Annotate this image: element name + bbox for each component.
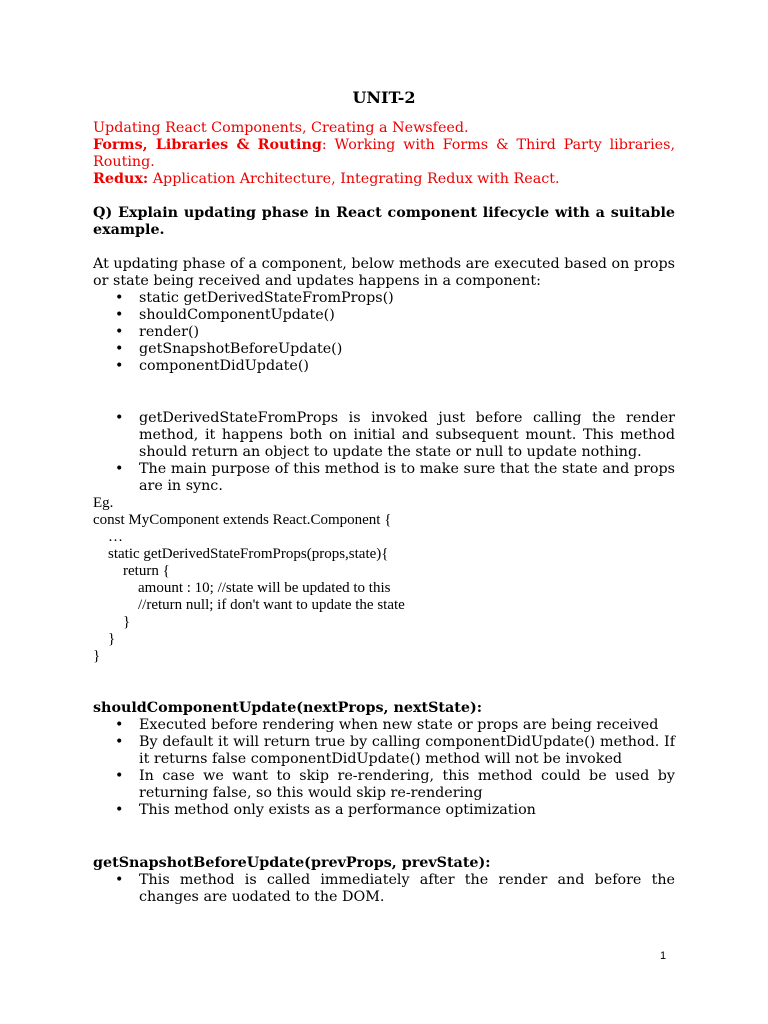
intro-line-2 [93,137,675,171]
scu-section [93,700,675,819]
scu-heading: shouldComponentUpdate(nextProps, nextState): [93,700,483,716]
code-line: const MyComponent extends React.Component { [93,512,392,528]
methods-list [93,290,675,375]
intro-line-2-bold: Forms, Libraries & Routing [93,137,322,153]
gsbu-heading: getSnapshotBeforeUpdate(prevProps, prevState): [93,855,491,871]
code-line: static getDerivedStateFromProps(props,state){ [93,546,389,562]
list-item: • The main purpose of this method is to make sure that the state and props are in sync. [115,461,675,494]
page-number: 1 [660,950,667,962]
code-line: … [93,529,123,545]
code-line: Eg. [93,495,114,511]
list-item: • render() [115,324,200,340]
list-item: • This method only exists as a performance optimization [115,802,536,818]
unit-title: UNIT-2 [352,88,416,107]
list-item: • This method is called immediately after the render and before the changes are uodated to the DOM. [115,872,675,905]
list-item: • componentDidUpdate() [115,358,309,374]
list-item: • In case we want to skip re-rendering, this method could be used by returning false, so this would skip re-rendering [115,768,675,801]
list-item: • shouldComponentUpdate() [115,307,335,323]
gsbu-section [93,855,675,906]
code-line: //return null; if don't want to update the state [93,597,405,613]
code-line: return { [93,563,170,579]
intro-line-2-rest: : Working with Forms & Third Party libraries, Routing. [93,137,675,170]
intro-line-3 [93,171,675,188]
question-heading: Q) Explain updating phase in React component lifecycle with a suitable example. [93,205,675,238]
code-line: } [93,614,131,630]
intro-line-3-bold: Redux: [93,171,149,187]
list-item: • By default it will return true by calling componentDidUpdate() method. If it returns false componentDidUpdate() method will not be invoked [115,734,675,767]
code-example [93,495,675,665]
code-line: amount : 10; //state will be updated to this [93,580,391,596]
gdsfp-list [93,410,675,495]
intro-paragraph-block [93,256,675,375]
list-item: • getSnapshotBeforeUpdate() [115,341,343,357]
list-item: • Executed before rendering when new state or props are being received [115,717,659,733]
code-line: } [93,631,116,647]
scu-list [93,717,675,819]
list-item: • static getDerivedStateFromProps() [115,290,394,306]
intro-line-1: Updating React Components, Creating a Newsfeed. [93,120,469,136]
intro-block [93,120,675,188]
intro-paragraph: At updating phase of a component, below methods are executed based on props or state being received and updates happens in a component: [93,256,675,289]
intro-line-3-rest: Application Architecture, Integrating Redux with React. [148,171,560,187]
gdsfp-section [93,410,675,665]
gsbu-list [93,872,675,906]
list-item: • getDerivedStateFromProps is invoked just before calling the render method, it happens both on initial and subsequent mount. This method should return an object to update the state or null to update nothing. [115,410,675,460]
code-line: } [93,648,101,664]
